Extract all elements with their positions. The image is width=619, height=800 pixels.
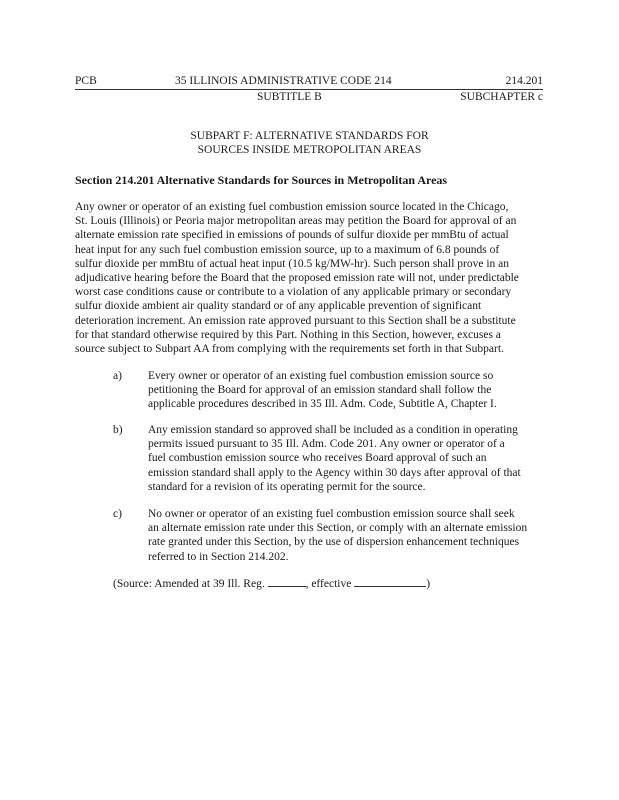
subsection-line: rate granted under this Section, by the use of dispersion enhancement techniques xyxy=(148,536,520,549)
body-line: heat input for any such fuel combustion emission source, up to a maximum of 6.8 pounds of xyxy=(75,243,500,256)
body-line: alternate emission rate specified in emissions of pounds of sulfur dioxide per mmBtu of actual xyxy=(75,229,509,242)
subsection-line: standard for a revision of its operating permit for the source. xyxy=(148,480,426,493)
source-prefix: (Source: Amended at 39 Ill. Reg. xyxy=(113,578,265,590)
running-header xyxy=(75,75,543,90)
subsection-line: No owner or operator of an existing fuel combustion emission source shall seek xyxy=(148,508,515,520)
body-line: for that standard otherwise required by this Part. Nothing in this Section, however, excuses a xyxy=(75,328,501,341)
subpart-line-2: SOURCES INSIDE METROPOLITAN AREAS xyxy=(197,144,422,156)
header-subchapter: SUBCHAPTER c xyxy=(460,91,543,103)
subpart-heading xyxy=(0,129,619,157)
subsection-line: an alternate emission rate under this Section, or comply with an alternate emission xyxy=(148,522,528,535)
subsection-line: permits issued pursuant to 35 Ill. Adm. Code 201. Any owner or operator of a xyxy=(148,438,505,451)
header-code-title: 35 ILLINOIS ADMINISTRATIVE CODE 214 xyxy=(175,75,392,87)
body-line: worst case conditions cause or contribute to a violation of any applicable primary or secondary xyxy=(75,286,512,299)
subsection-text xyxy=(148,507,548,564)
source-note xyxy=(113,575,430,590)
subsection-label: c) xyxy=(113,508,122,520)
body-line: sulfur dioxide per mmBtu of actual heat input (10.5 kg/MW-hr). Such person shall prove in an xyxy=(75,257,510,270)
subpart-line-1: SUBPART F: ALTERNATIVE STANDARDS FOR xyxy=(190,130,429,142)
subsection-text xyxy=(148,369,548,412)
source-mid: , effective xyxy=(305,578,352,590)
subsection-label: b) xyxy=(113,424,123,436)
subsection-line: fuel combustion emission source who receives Board approval of such an xyxy=(148,452,487,465)
body-line: source subject to Subpart AA from complying with the requirements set forth in that Subpart. xyxy=(75,343,504,356)
header-subtitle: SUBTITLE B xyxy=(257,91,322,103)
subsection-line: referred to in Section 214.202. xyxy=(148,550,289,563)
body-line: St. Louis (Illinois) or Peoria major metropolitan areas may petition the Board for approval of an xyxy=(75,215,517,228)
subsection-label: a) xyxy=(113,370,122,382)
subsection-line: applicable procedures described in 35 Ill. Adm. Code, Subtitle A, Chapter I. xyxy=(148,398,497,411)
source-suffix: ) xyxy=(426,578,431,590)
body-line: sulfur dioxide ambient air quality standard or of any applicable prevention of significant xyxy=(75,300,482,313)
subsection-line: emission standard shall apply to the Agency within 30 days after approval of that xyxy=(148,466,521,479)
section-title: Section 214.201 Alternative Standards for Sources in Metropolitan Areas xyxy=(75,173,448,187)
header-agency: PCB xyxy=(75,75,97,87)
subsection-text xyxy=(148,423,548,494)
body-line: deterioration increment. An emission rate approved pursuant to this Section shall be a substitute xyxy=(75,314,516,327)
effective-date-blank xyxy=(354,575,426,587)
body-line: Any owner or operator of an existing fuel combustion emission source located in the Chicago, xyxy=(75,201,509,213)
header-section-number: 214.201 xyxy=(505,75,543,87)
section-body xyxy=(75,200,545,356)
running-subheader xyxy=(75,91,543,105)
subsection-line: Every owner or operator of an existing fuel combustion emission source so xyxy=(148,370,494,382)
subsection-line: petitioning the Board for approval of an emission standard shall follow the xyxy=(148,384,492,397)
subsection-line: Any emission standard so approved shall be included as a condition in operating xyxy=(148,424,518,436)
register-page-blank xyxy=(268,575,306,587)
body-line: adjudicative hearing before the Board that the proposed emission rate will not, under predictable xyxy=(75,272,519,285)
